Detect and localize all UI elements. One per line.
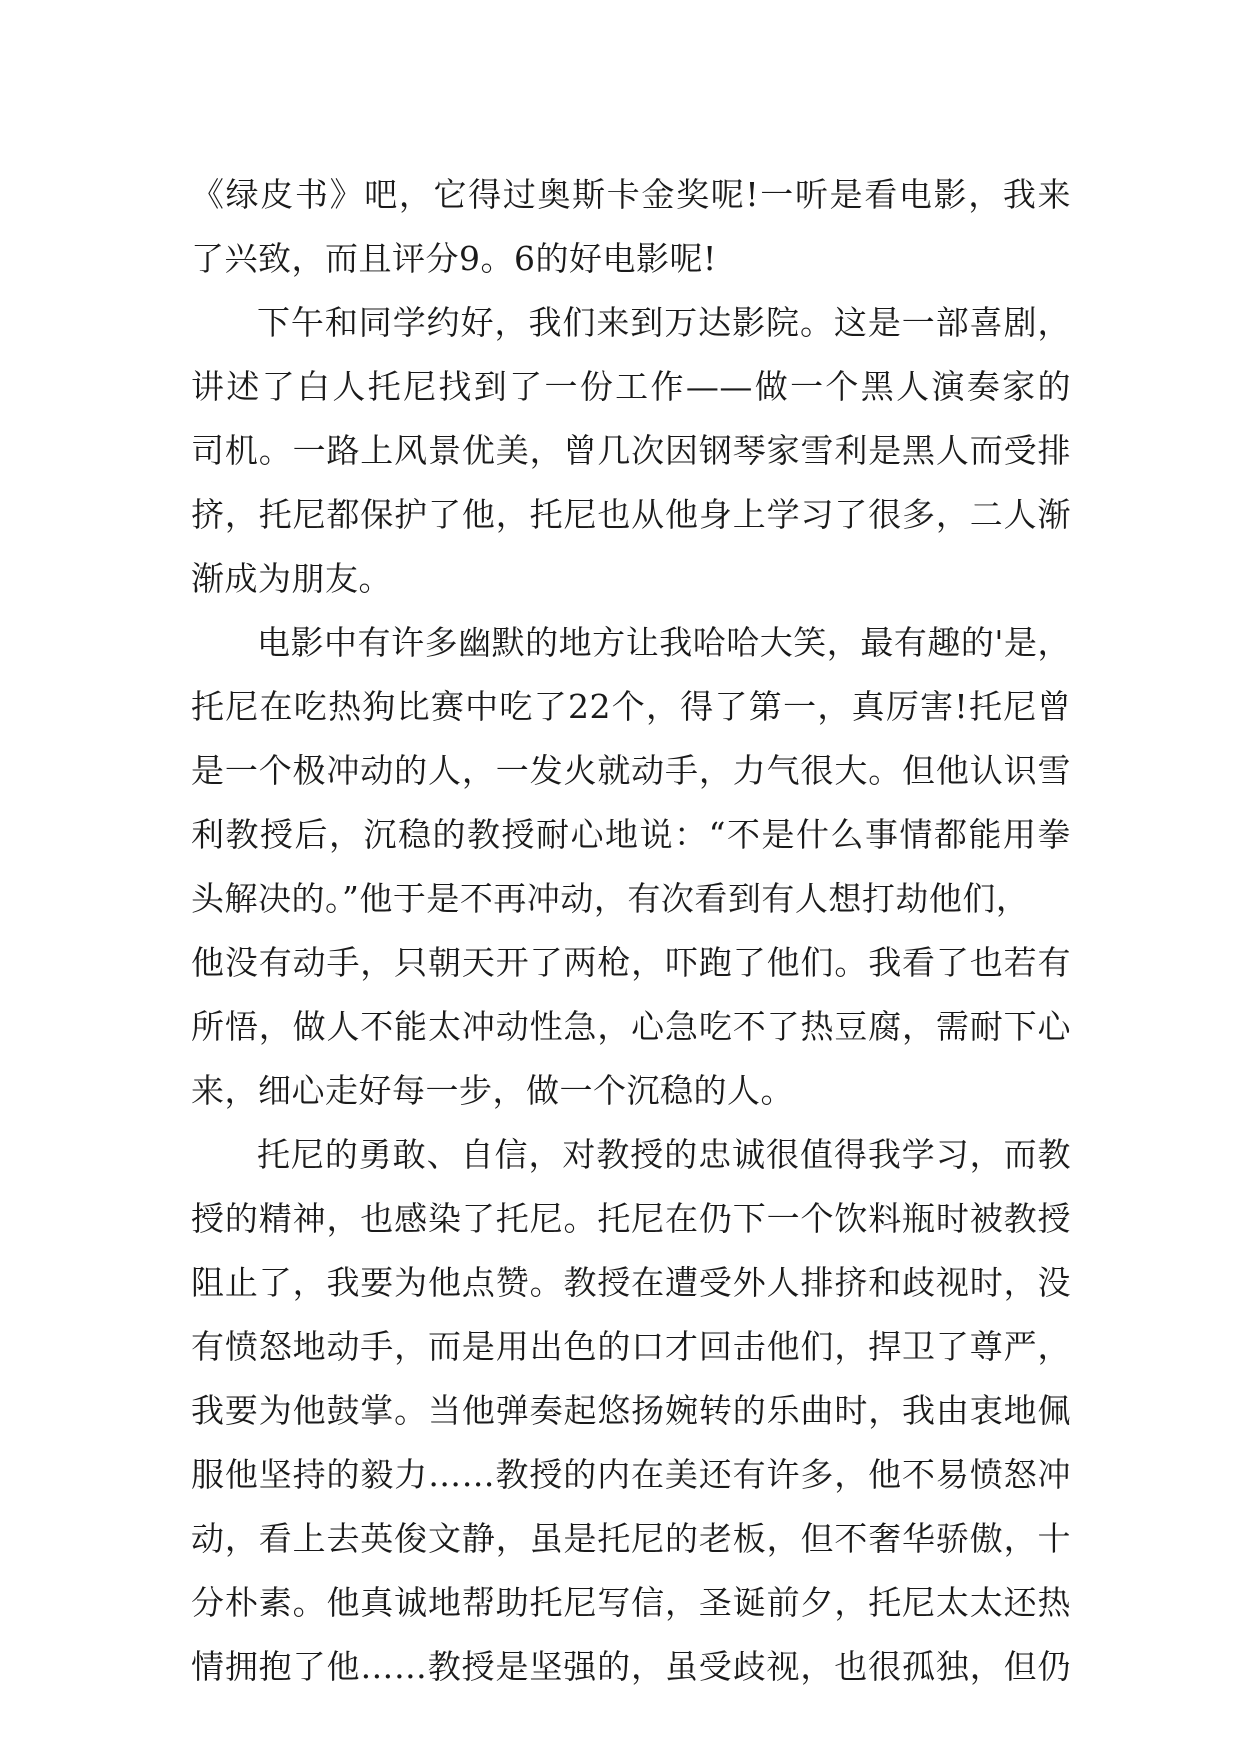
- text-line: 情拥抱了他……教授是坚强的，虽受歧视，也很孤独，但仍: [191, 1647, 1071, 1686]
- text-line: 我要为他鼓掌。当他弹奏起悠扬婉转的乐曲时，我由衷地佩: [191, 1391, 1071, 1430]
- text-line: 下午和同学约好，我们来到万达影院。这是一部喜剧，: [257, 303, 1071, 342]
- text-line: 讲述了白人托尼找到了一份工作——做一个黑人演奏家的: [191, 367, 1071, 406]
- text-line: 所悟，做人不能太冲动性急，心急吃不了热豆腐，需耐下心: [191, 1007, 1071, 1046]
- text-line: 阻止了，我要为他点赞。教授在遭受外人排挤和歧视时，没: [191, 1263, 1071, 1302]
- text-line: 托尼在吃热狗比赛中吃了22个，得了第一，真厉害!托尼曾: [191, 687, 1071, 726]
- text-line: 动，看上去英俊文静，虽是托尼的老板，但不奢华骄傲，十: [191, 1519, 1071, 1558]
- text-line: 挤，托尼都保护了他，托尼也从他身上学习了很多，二人渐: [191, 495, 1071, 534]
- text-line: 授的精神，也感染了托尼。托尼在仍下一个饮料瓶时被教授: [191, 1199, 1071, 1238]
- text-line: 有愤怒地动手，而是用出色的口才回击他们，捍卫了尊严，: [191, 1327, 1071, 1366]
- text-line: 利教授后，沉稳的教授耐心地说：“不是什么事情都能用拳: [191, 815, 1071, 854]
- text-line: 是一个极冲动的人，一发火就动手，力气很大。但他认识雪: [191, 751, 1071, 790]
- text-line: 电影中有许多幽默的地方让我哈哈大笑，最有趣的'是，: [257, 623, 1071, 662]
- essay-body: [191, 163, 1071, 1699]
- text-line: 头解决的。”他于是不再冲动，有次看到有人想打劫他们，: [191, 879, 1030, 918]
- text-line: 来，细心走好每一步，做一个沉稳的人。: [191, 1071, 794, 1110]
- text-line: 了兴致，而且评分9。6的好电影呢!: [191, 239, 717, 278]
- text-line: 渐成为朋友。: [191, 559, 392, 598]
- text-line: 《绿皮书》吧，它得过奥斯卡金奖呢!一听是看电影，我来: [191, 175, 1071, 214]
- text-line: 托尼的勇敢、自信，对教授的忠诚很值得我学习，而教: [257, 1135, 1071, 1174]
- text-line: 他没有动手，只朝天开了两枪，吓跑了他们。我看了也若有: [191, 943, 1071, 982]
- text-line: 司机。一路上风景优美，曾几次因钢琴家雪利是黑人而受排: [191, 431, 1071, 470]
- text-line: 分朴素。他真诚地帮助托尼写信，圣诞前夕，托尼太太还热: [191, 1583, 1071, 1622]
- text-line: 服他坚持的毅力……教授的内在美还有许多，他不易愤怒冲: [191, 1455, 1071, 1494]
